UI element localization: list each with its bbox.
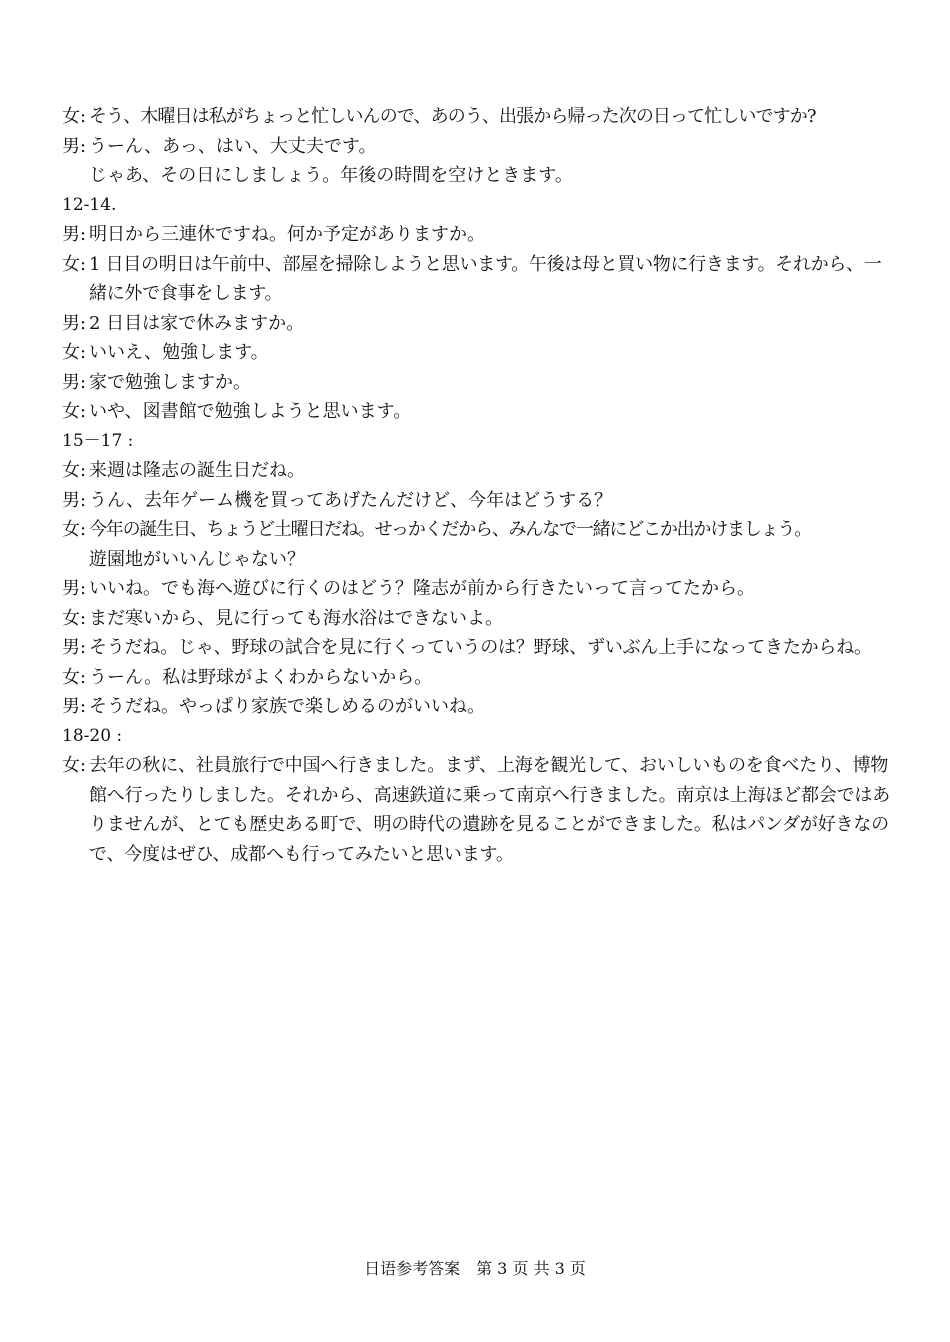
dialogue-line [62,751,892,869]
dialogue-line [62,397,892,427]
speaker-label: 女: [62,519,87,540]
speaker-label: 女: [62,401,87,422]
speaker-label: 男: [62,696,87,717]
dialogue-text: 今年の誕生日、ちょうど土曜日だね。せっかくだから、みんなで一緒にどこか出かけましょう。 [89,519,812,540]
dialogue-text: 2 日目は家で休みますか。 [89,312,305,334]
speaker-label: 男: [62,312,87,334]
dialogue-text: まだ寒いから、見に行っても海水浴はできないよ。 [89,607,503,629]
dialogue-line [62,692,892,722]
dialogue-text: いや、図書館で勉強しようと思います。 [89,401,412,422]
dialogue-line [62,220,892,250]
speaker-label: 男: [62,489,87,511]
dialogue-line [62,486,892,516]
dialogue-text: 来週は隆志の誕生日だね。 [89,460,305,481]
dialogue-line [62,338,892,368]
dialogue-line [62,574,892,604]
speaker-label: 男: [62,371,87,393]
dialogue-text: いいね。でも海へ遊びに行くのはどう？隆志が前から行きたいって言ってたから。 [89,578,755,599]
transcript-body [62,102,892,869]
dialogue-line [62,368,892,398]
dialogue-line [62,663,892,693]
dialogue-text: うーん。私は野球がよくわからないから。 [89,666,433,688]
dialogue-text: いいえ、勉強します。 [89,342,269,363]
speaker-label: 女: [62,106,87,127]
dialogue-line [62,309,892,339]
dialogue-continuation: 遊園地がいいんじゃない？ [89,548,305,570]
speaker-label: 女: [62,607,87,629]
dialogue-text: そうだね。やっぱり家族で楽しめるのがいいね。 [89,696,485,717]
dialogue-line [62,515,892,545]
dialogue-text: 家で勉強しますか。 [89,371,251,393]
dialogue-line [62,604,892,634]
dialogue-text: 明日から三連休ですね。何か予定がありますか。 [89,224,485,245]
speaker-label: 女: [62,253,87,275]
speaker-label: 男: [62,637,87,658]
dialogue-line [62,250,892,309]
speaker-label: 男: [62,224,87,245]
section-label: 18-20 : [62,725,123,746]
dialogue-text: うん、去年ゲーム機を買ってあげたんだけど、今年はどうする？ [89,489,613,511]
dialogue-text: そう、木曜日は私がちょっと忙しいんので、あのう、出張から帰った次の日って忙しいですか? [89,106,816,127]
dialogue-line [62,132,892,162]
dialogue-text: そうだね。じゃ、野球の試合を見に行くっていうのは？野球、ずいぶん上手になってきたからね。 [89,637,872,658]
dialogue-line [62,456,892,486]
dialogue-text: うーん、あっ、はい、大丈夫です。 [89,135,377,157]
speaker-label: 女: [62,342,87,363]
page-footer: 日语参考答案 第 3 页 共 3 页 [364,1259,586,1278]
speaker-label: 男: [62,135,87,157]
speaker-label: 男: [62,578,87,599]
speaker-label: 女: [62,666,87,688]
speaker-label: 女: [62,460,87,481]
dialogue-continuation: じゃあ、その日にしましょう。年後の時間を空けときます。 [89,165,573,186]
dialogue-text: 去年の秋に、社員旅行で中国へ行きました。まず、上海を観光して、おいしいものを食べたり、博物館へ行ったりしました。それから、高速鉄道に乗って南京へ行きました。南京は上海ほど都会ではありませんが、とても歴史ある町で、明の時代の遺跡を見ることができました。私はパンダが好きなので、今度はぜひ、成都へも行ってみたいと思います。 [89,755,890,865]
dialogue-line [62,633,892,663]
dialogue-text: 1 日目の明日は午前中、部屋を掃除しようと思います。午後は母と買い物に行きます。それから、一緒に外で食事をします。 [89,253,882,304]
section-label: 12-14. [62,194,117,215]
speaker-label: 女: [62,755,87,776]
section-label: 15－17 : [62,430,134,451]
dialogue-line [62,102,892,132]
